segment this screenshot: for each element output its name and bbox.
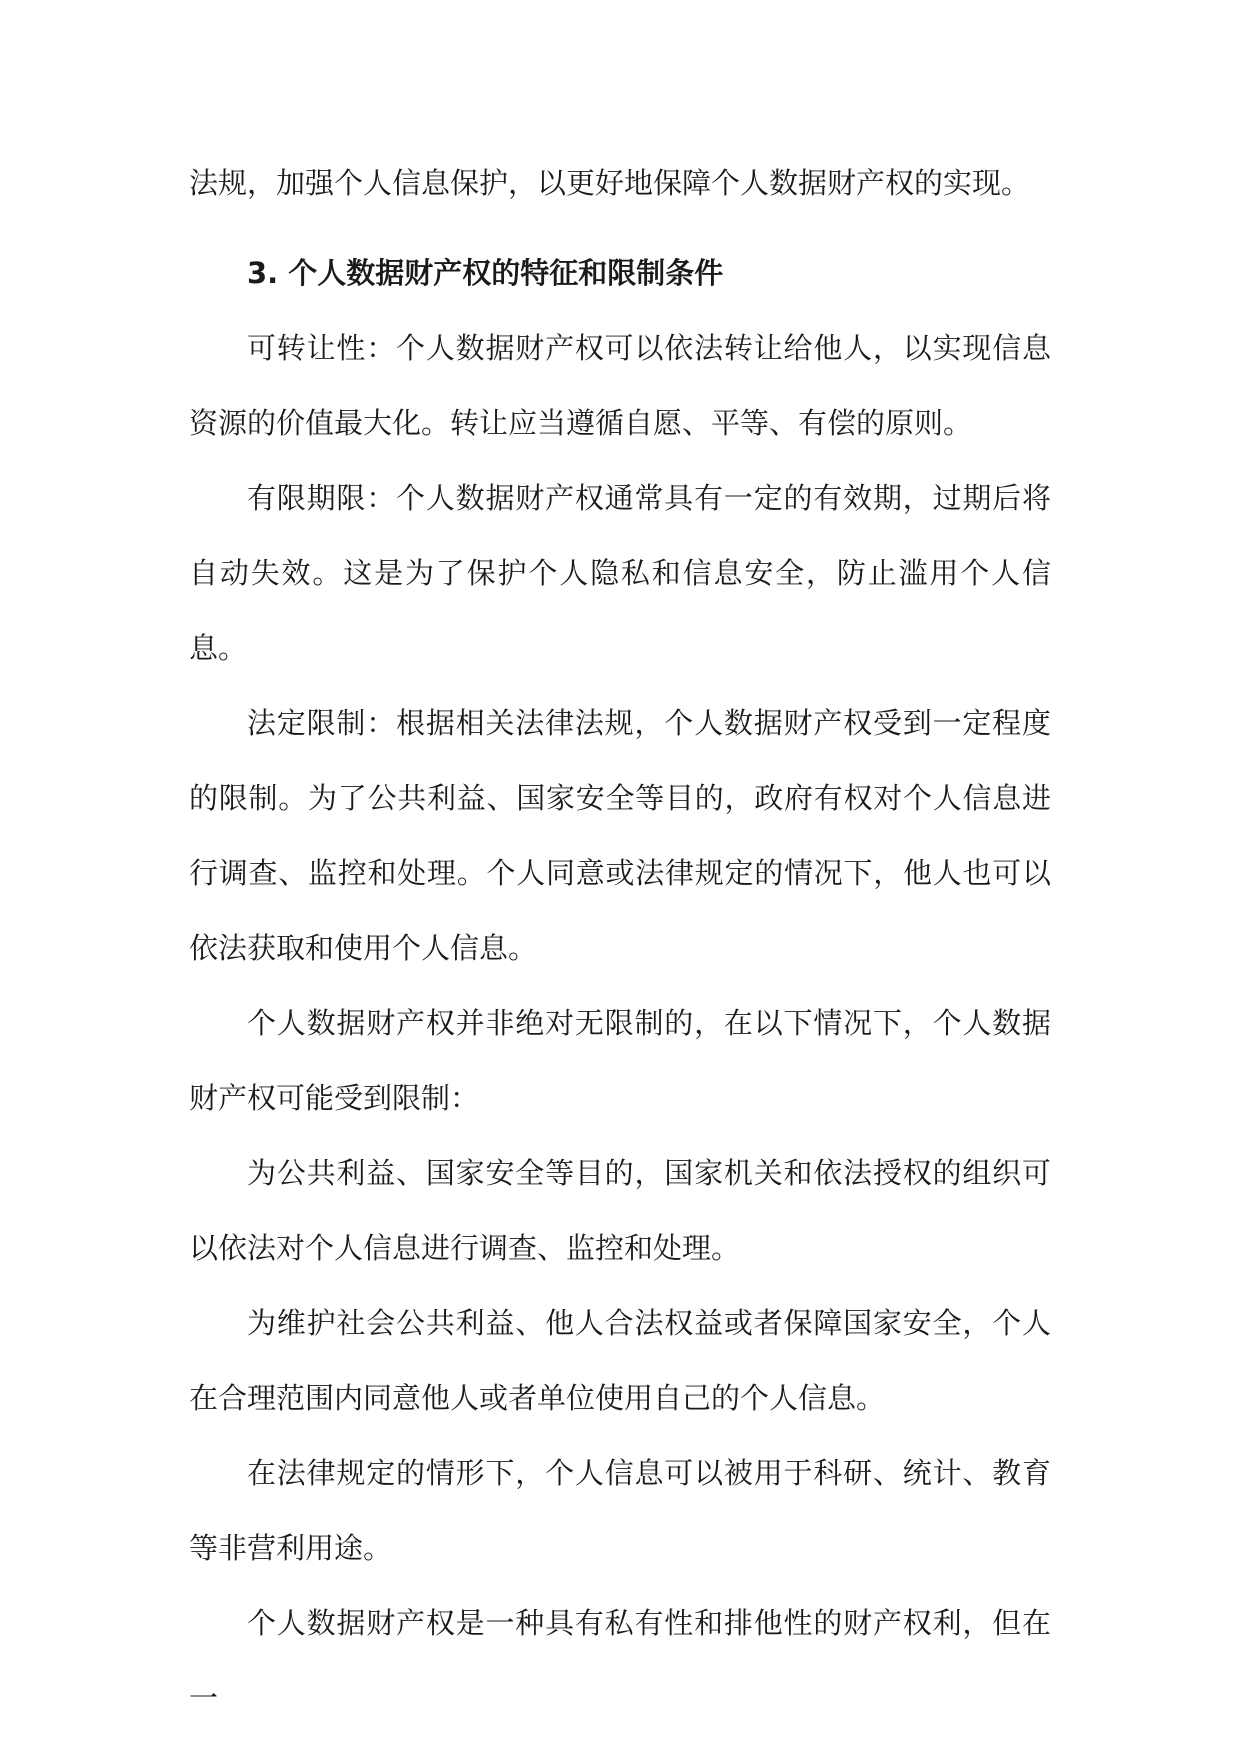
document-body xyxy=(189,146,1051,1736)
paragraph-summary: 个人数据财产权是一种具有私有性和排他性的财产权利，但在一 xyxy=(189,1606,1051,1715)
paragraph-nonprofit-use: 在法律规定的情形下，个人信息可以被用于科研、统计、教育等非营利用途。 xyxy=(189,1456,1051,1565)
paragraph-limited-term: 有限期限：个人数据财产权通常具有一定的有效期，过期后将自动失效。这是为了保护个人隐私和信息安全，防止滥用个人信息。 xyxy=(189,481,1051,665)
section-heading: 3. 个人数据财产权的特征和限制条件 xyxy=(247,256,724,290)
paragraph-legal-limits: 法定限制：根据相关法律法规，个人数据财产权受到一定程度的限制。为了公共利益、国家安全等目的，政府有权对个人信息进行调查、监控和处理。个人同意或法律规定的情况下，他人也可以依法获取和使用个人信息。 xyxy=(189,706,1051,965)
paragraph-transferability: 可转让性：个人数据财产权可以依法转让给他人，以实现信息资源的价值最大化。转让应当遵循自愿、平等、有偿的原则。 xyxy=(189,331,1051,440)
paragraph-public-interest: 为公共利益、国家安全等目的，国家机关和依法授权的组织可以依法对个人信息进行调查、监控和处理。 xyxy=(189,1156,1051,1265)
paragraph-continuation: 法规，加强个人信息保护，以更好地保障个人数据财产权的实现。 xyxy=(189,166,1031,200)
paragraph-restrictions-intro: 个人数据财产权并非绝对无限制的，在以下情况下，个人数据财产权可能受到限制： xyxy=(189,1006,1051,1115)
paragraph-consent: 为维护社会公共利益、他人合法权益或者保障国家安全，个人在合理范围内同意他人或者单位使用自己的个人信息。 xyxy=(189,1306,1051,1415)
